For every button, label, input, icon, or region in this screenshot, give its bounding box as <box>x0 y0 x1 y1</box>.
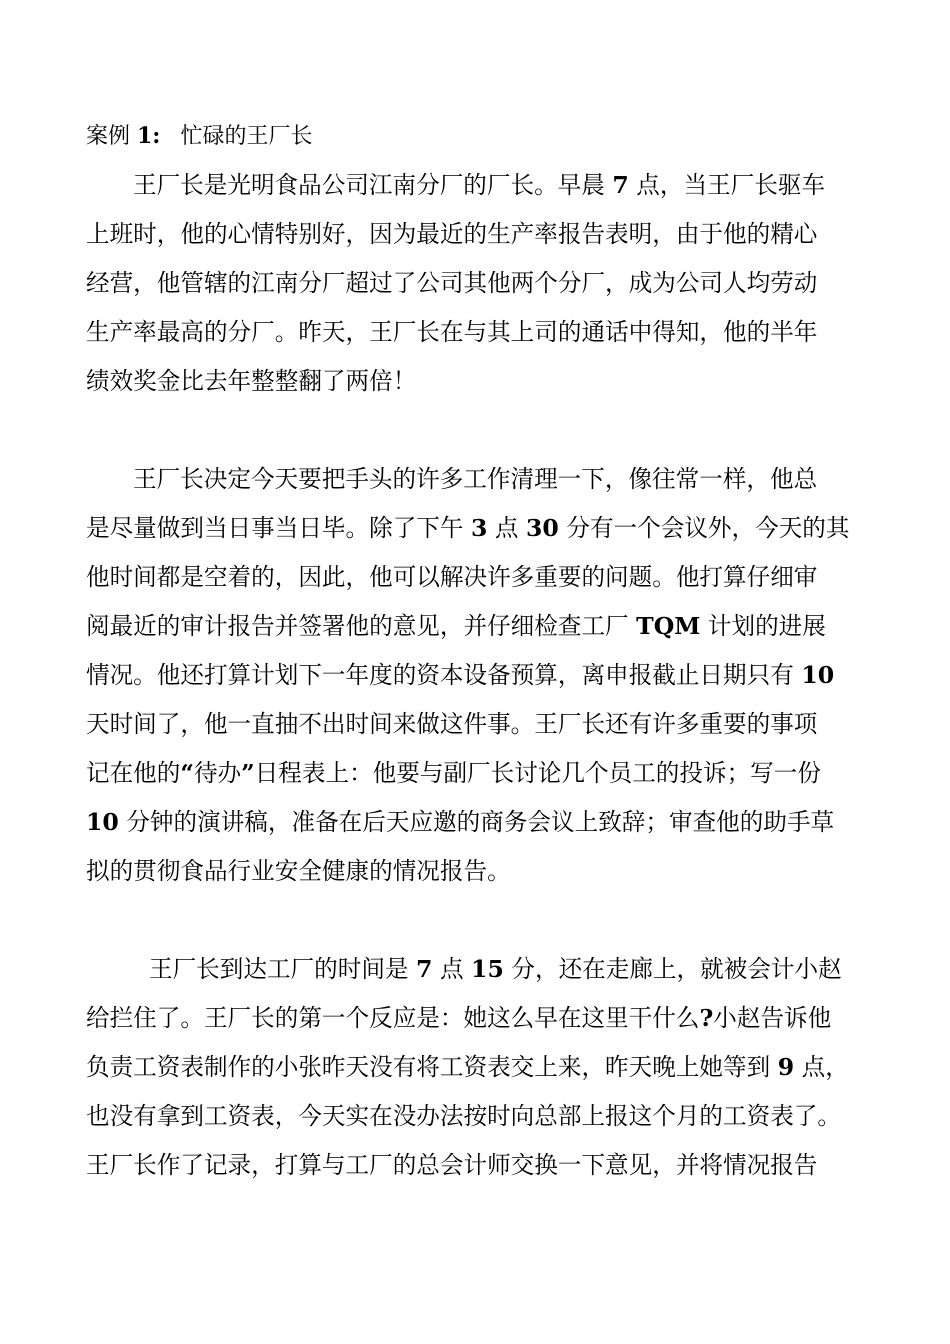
text-run: 天时间了，他一直抽不出时间来做这件事。王厂长还有许多重要的事项 <box>86 710 818 738</box>
text-run: 记在他的 <box>86 759 181 787</box>
text-line <box>86 553 892 602</box>
text-run: 点 <box>432 955 472 983</box>
text-run: 点， <box>794 1053 849 1081</box>
text-line <box>86 798 892 847</box>
text-run: 情况。他还打算计划下一年度的资本设备预算，离申报截止日期只有 <box>86 661 802 689</box>
text-run: 拟的贯彻食品行业安全健康的情况报告。 <box>86 857 511 885</box>
text-run: 7 <box>612 171 629 199</box>
text-run: 计划的进展 <box>700 612 826 640</box>
text-run: 3 <box>471 514 488 542</box>
text-run: “ <box>180 759 194 787</box>
text-run: 7 <box>416 955 433 983</box>
text-run: 上班时，他的心情特别好，因为最近的生产率报告表明，由于他的精心 <box>86 220 818 248</box>
text-run: 分，还在走廊上，就被会计小赵 <box>503 955 842 983</box>
text-line <box>86 651 892 700</box>
text-run: 30 <box>526 514 559 542</box>
text-run: 分钟的演讲稿，准备在后天应邀的商务会议上致辞；审查他的助手草 <box>118 808 835 836</box>
text-line <box>86 504 892 553</box>
text-line <box>86 847 892 896</box>
text-run: 日程表上：他要与副厂长讨论几个员工的投诉；写一份 <box>254 759 821 787</box>
text-line <box>86 161 892 210</box>
text-line <box>86 357 892 406</box>
text-run: 他时间都是空着的，因此，他可以解决许多重要的问题。他打算仔细审 <box>86 563 818 591</box>
text-run: 负责工资表制作的小张昨天没有将工资表交上来，昨天晚上她等到 <box>86 1053 778 1081</box>
text-run: 绩效奖金比去年整整翻了两倍！ <box>86 367 417 395</box>
text-run: 生产率最高的分厂。昨天，王厂长在与其上司的通话中得知，他的半年 <box>86 318 818 346</box>
text-run: 10 <box>801 661 835 689</box>
paragraph-1 <box>86 161 892 406</box>
text-line <box>86 1141 892 1190</box>
text-run: 点 <box>487 514 527 542</box>
text-run: TQM <box>636 612 701 640</box>
text-line <box>86 994 892 1043</box>
text-run: 分有一个会议外，今天的其 <box>558 514 850 542</box>
paragraph-2 <box>86 455 892 896</box>
text-run: 给拦住了。王厂长的第一个反应是：她这么早在这里干什么 <box>86 1004 700 1032</box>
text-run: 王厂长是光明食品公司江南分厂的厂长。早晨 <box>133 171 613 199</box>
case-title <box>86 112 892 161</box>
case-title-text: 忙碌的王厂长 <box>180 124 313 149</box>
text-line <box>86 210 892 259</box>
text-line <box>86 602 892 651</box>
text-run: 点，当王厂长驱车 <box>628 171 826 199</box>
text-run: 15 <box>471 955 504 983</box>
case-title-number: 1: <box>137 123 161 149</box>
text-run: 小赵告诉他 <box>713 1004 832 1032</box>
text-run: 9 <box>777 1053 795 1081</box>
text-run: 王厂长作了记录，打算与工厂的总会计师交换一下意见，并将情况报告 <box>86 1151 818 1179</box>
text-run: 经营，他管辖的江南分厂超过了公司其他两个分厂，成为公司人均劳动 <box>86 269 818 297</box>
text-run: 王厂长决定今天要把手头的许多工作清理一下，像往常一样，他总 <box>133 465 818 493</box>
text-line <box>86 749 892 798</box>
text-line <box>86 308 892 357</box>
text-run: 阅最近的审计报告并签署他的意见，并仔细检查工厂 <box>86 612 637 640</box>
text-line <box>86 1092 892 1141</box>
paragraph-3 <box>86 945 892 1190</box>
text-line <box>86 455 892 504</box>
text-line <box>86 945 892 994</box>
text-run: 10 <box>86 808 119 836</box>
text-run: 待办 <box>193 759 242 787</box>
text-run: 也没有拿到工资表，今天实在没办法按时向总部上报这个月的工资表了。 <box>86 1102 841 1130</box>
text-run: 是尽量做到当日事当日毕。除了下午 <box>86 514 471 542</box>
text-line <box>86 1043 892 1092</box>
text-line <box>86 700 892 749</box>
case-title-prefix: 案例 <box>86 124 137 149</box>
text-run: ” <box>241 759 255 787</box>
text-line <box>86 259 892 308</box>
text-run: 王厂长到达工厂的时间是 <box>149 955 417 983</box>
text-run: ? <box>699 1004 714 1032</box>
